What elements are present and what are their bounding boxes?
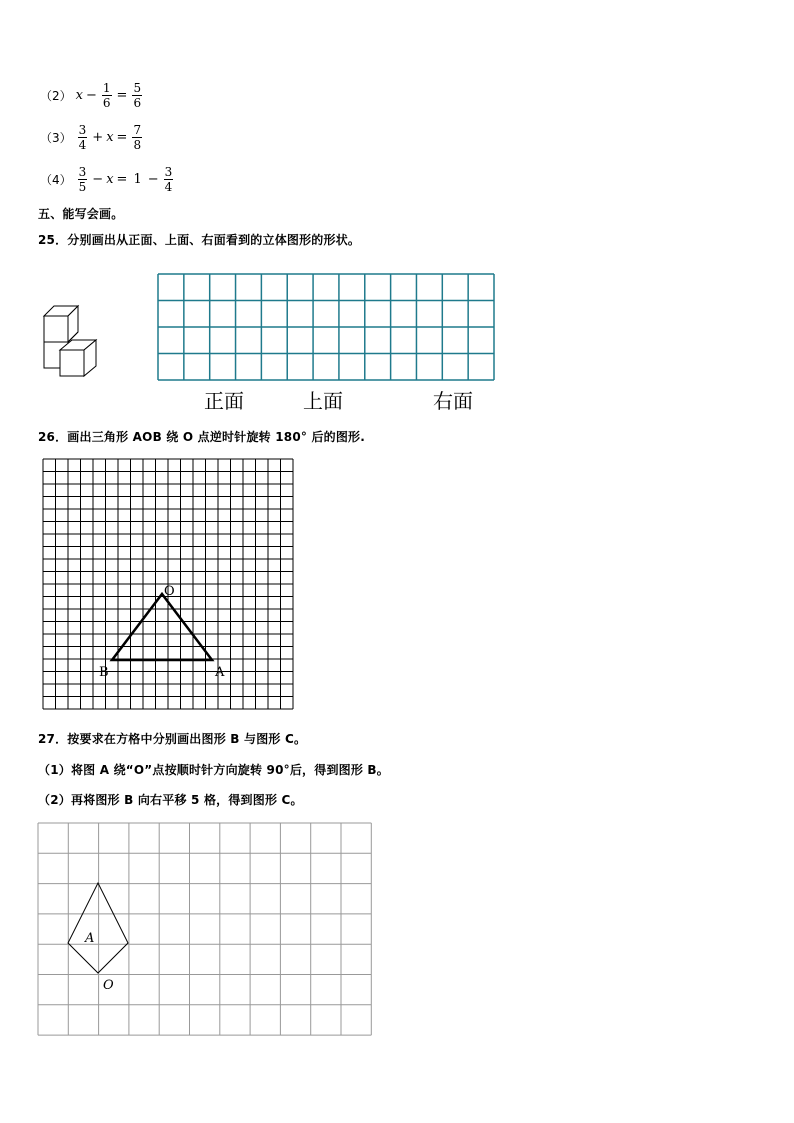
operator: = bbox=[116, 88, 128, 103]
kite-label-a: A bbox=[85, 931, 95, 946]
kite-shape-a bbox=[68, 883, 128, 973]
number: 1 bbox=[133, 172, 142, 187]
equation-3 bbox=[40, 124, 144, 151]
fraction bbox=[102, 82, 112, 109]
point-a-label: A bbox=[215, 665, 225, 680]
equation-number: （2） bbox=[40, 89, 72, 103]
operator: = bbox=[116, 130, 128, 145]
numerator: 1 bbox=[102, 81, 111, 95]
numerator: 3 bbox=[78, 165, 87, 179]
question-27-text: 27．按要求在方格中分别画出图形 B 与图形 C。 bbox=[38, 732, 307, 746]
fraction bbox=[132, 82, 142, 109]
operator: + bbox=[92, 130, 104, 145]
question-25-text: 25．分别画出从正面、上面、右面看到的立体图形的形状。 bbox=[38, 233, 361, 247]
fraction bbox=[78, 124, 88, 151]
variable-x: x bbox=[75, 88, 83, 103]
question-27-sub1: （1）将图 A 绕“O”点按顺时针方向旋转 90°后，得到图形 B。 bbox=[38, 763, 389, 777]
denominator: 4 bbox=[164, 180, 173, 194]
triangle-aob bbox=[112, 594, 212, 660]
question-26-text: 26．画出三角形 AOB 绕 O 点逆时针旋转 180° 后的图形. bbox=[38, 430, 366, 444]
label-right-view: 右面 bbox=[433, 389, 473, 413]
variable-x: x bbox=[106, 130, 114, 145]
numerator: 7 bbox=[133, 123, 142, 137]
numerator: 5 bbox=[133, 81, 142, 95]
equation-number: （4） bbox=[40, 173, 72, 187]
cube-figure bbox=[40, 300, 110, 380]
numerator: 3 bbox=[78, 123, 87, 137]
fraction bbox=[78, 166, 88, 193]
label-top-view: 上面 bbox=[303, 389, 343, 413]
denominator: 5 bbox=[78, 180, 87, 194]
label-front-view: 正面 bbox=[204, 389, 244, 413]
equation-2 bbox=[40, 82, 144, 109]
operator: = bbox=[116, 172, 128, 187]
rotation-grid bbox=[42, 458, 296, 712]
fraction bbox=[132, 124, 142, 151]
operator: − bbox=[92, 172, 104, 187]
question-27-sub2: （2）再将图形 B 向右平移 5 格，得到图形 C。 bbox=[38, 793, 303, 807]
denominator: 8 bbox=[133, 138, 142, 152]
pivot-label-o: O bbox=[103, 978, 114, 993]
section-5-heading: 五、能写会画。 bbox=[38, 207, 124, 221]
denominator: 6 bbox=[102, 96, 111, 110]
point-b-label: B bbox=[99, 665, 109, 680]
numerator: 3 bbox=[164, 165, 173, 179]
point-o-label: O bbox=[164, 584, 175, 599]
view-grid bbox=[157, 273, 497, 383]
equation-4 bbox=[40, 166, 175, 193]
fraction bbox=[164, 166, 174, 193]
transform-grid bbox=[37, 822, 373, 1036]
operator: − bbox=[85, 88, 97, 103]
denominator: 6 bbox=[133, 96, 142, 110]
equation-number: （3） bbox=[40, 131, 72, 145]
denominator: 4 bbox=[78, 138, 87, 152]
operator: − bbox=[147, 172, 159, 187]
variable-x: x bbox=[106, 172, 114, 187]
